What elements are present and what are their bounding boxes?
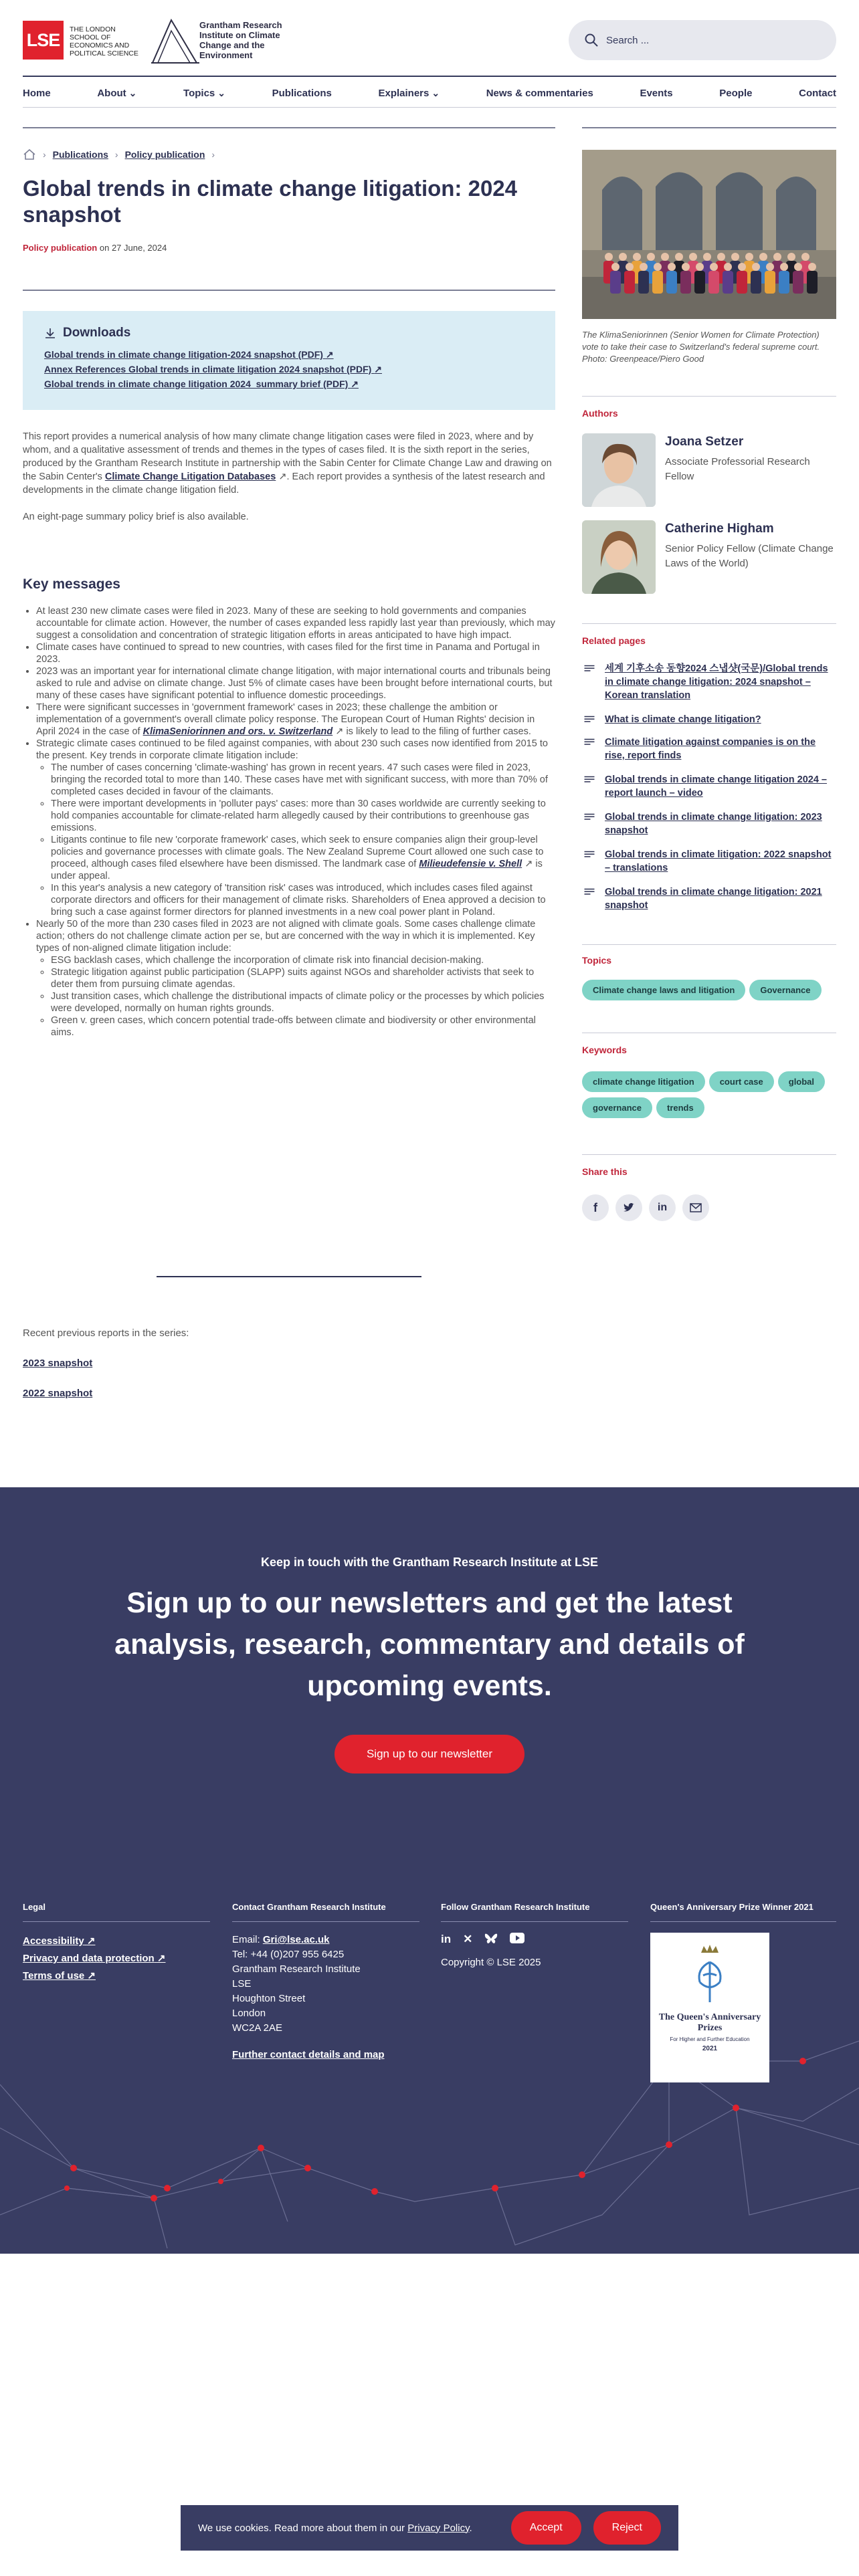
document-icon (582, 811, 597, 821)
chevron-down-icon: ⌄ (128, 87, 137, 98)
key-messages-heading: Key messages (23, 576, 120, 592)
related-page-link[interactable]: Global trends in climate change litigation 2024 – report launch – video (605, 774, 827, 798)
document-icon (582, 736, 597, 746)
author-card[interactable] (582, 520, 836, 594)
external-link-icon: ↗ (351, 379, 359, 389)
related-page-item (582, 662, 836, 702)
related-page-link[interactable]: Climate litigation against companies is on the rise, report finds (605, 737, 816, 761)
topics-rule (582, 944, 836, 945)
related-page-link[interactable]: What is climate change litigation? (605, 714, 761, 725)
section-divider (157, 1276, 421, 1277)
keyword-pill[interactable]: trends (656, 1097, 704, 1118)
list-item: ◦ ESG backlash cases, which challenge the incorporation of climate risk into financial decision-making. (51, 954, 555, 966)
footer-contact (232, 1902, 419, 2064)
address-line: Grantham Research Institute (232, 1963, 361, 1975)
site-header (0, 0, 859, 72)
list-item: • At least 230 new climate cases were filed in 2023. Many of these are seeking to hold governments and companies accountable for climate action. However, the number of cases expanded less rapidly last year than previously, which may suggest a consolidation and concentration of strategic litigation efforts in areas anticipated to have high impact. (36, 605, 555, 641)
cookie-banner (181, 2505, 678, 2551)
award-title: The Queen's Anniversary Prizes (658, 2012, 761, 2033)
downloads-title: Downloads (63, 326, 131, 340)
related-page-link[interactable]: 세계 기후소송 동향2024 스냅샷(국문)/Global trends in climate change litigation: 2024 snapshot – Korean translation (605, 663, 828, 701)
chevron-right-icon: › (211, 149, 215, 160)
home-icon[interactable] (23, 148, 36, 160)
facebook-share-button[interactable] (582, 1194, 609, 1221)
list-item: ◦ There were important developments in 'polluter pays' cases: more than 30 cases worldwide are currently seeking to hold companies accountable for climate-related harm allegedly caused by their contributions to greenhouse gas emissions. (51, 798, 555, 834)
footer-legal (23, 1902, 210, 1985)
list-item: ◦ In this year's analysis a new category of 'transition risk' cases was introduced, which includes cases filed against corporate directors and officers for their management of climate risks. Shareholders of Enea approved a decision to bring such a case against former directors for planned investments in a new coal power plant in Poland. (51, 882, 555, 918)
newsletter-title: Sign up to our newsletters and get the latest analysis, research, commentary and details of upcoming events. (114, 1587, 745, 1702)
external-link-icon: ↗ (335, 726, 344, 737)
share-buttons (582, 1194, 709, 1221)
chevron-right-icon: › (43, 149, 46, 160)
nav-item-label: Home (23, 87, 51, 99)
author-name[interactable]: Joana Setzer (665, 435, 744, 449)
nav-item-publications[interactable] (272, 88, 332, 99)
address-line: LSE (232, 1978, 252, 1990)
key-messages-list (23, 605, 555, 1039)
author-role: Associate Professorial Research Fellow (665, 456, 810, 482)
related-rule (582, 623, 836, 624)
address-line: Houghton Street (232, 1993, 306, 2004)
nav-item-about[interactable] (97, 88, 136, 99)
nav-item-contact[interactable] (799, 88, 836, 99)
nav-item-label: About (97, 87, 126, 99)
nav-item-label: Contact (799, 87, 836, 99)
document-icon (582, 848, 597, 859)
photo-caption: The KlimaSeniorinnen (Senior Women for Climate Protection) vote to take their case to Switzerland's federal supreme court. Photo: Greenpeace/Piero Good (582, 330, 820, 364)
publication-meta (23, 243, 167, 253)
intro-paragraph: This report provides a numerical analysis of how many climate change litigation cases were filed in 2023, where and by whom, and a qualitative assessment of trends and themes in the types of cases filed. It is the sixth report in the series, produced by the Grantham Research Institute in partnership with the Sabin Center for Climate Change Law and drawing on the Sabin Center's Climate Change Litigation Databases ↗. Each report provides a synthesis of the latest research and developments in the climate change litigation field. (23, 431, 552, 496)
institute-name: Grantham Research Institute on Climate Change and the Environment (199, 20, 282, 60)
list-item: ◦ Just transition cases, which challenge the distributional impacts of climate policy or the processes by which policies were developed, normally on human rights grounds. (51, 990, 555, 1014)
twitter-share-button[interactable] (615, 1194, 642, 1221)
email-link[interactable]: Gri@lse.ac.uk (262, 1934, 330, 1945)
external-link-icon: ↗ (157, 1953, 166, 1964)
footer-follow (441, 1902, 628, 1970)
publication-date: on 27 June, 2024 (99, 243, 167, 253)
related-page-item (582, 773, 836, 800)
nav-item-events[interactable] (640, 88, 672, 99)
related-page-item (582, 713, 836, 726)
newsletter-kicker: Keep in touch with the Grantham Research Institute at LSE (260, 1555, 599, 1569)
address-line: WC2A 2AE (232, 2022, 283, 2034)
lse-logo[interactable]: LSE (23, 21, 64, 60)
facebook-icon: f (593, 1200, 597, 1214)
downloads-heading (44, 326, 534, 340)
search-icon (585, 33, 598, 47)
nav-bottom-divider (23, 107, 836, 108)
list-item: • 2023 was an important year for international climate change litigation, with major international courts and tribunals being asked to rule and advise on climate change. Just 5% of climate cases have been brought before international courts, but many of these cases have significant potential to influence domestic proceedings. (36, 665, 555, 702)
chevron-down-icon: ⌄ (432, 87, 440, 98)
x-icon[interactable]: ✕ (463, 1933, 473, 1945)
search-input[interactable] (606, 35, 807, 46)
nav-item-home[interactable] (23, 88, 51, 99)
avatar (582, 433, 656, 507)
footer-heading: Follow Grantham Research Institute (441, 1902, 628, 1922)
footer-heading: Legal (23, 1902, 210, 1922)
contact-email: Email: Gri@lse.ac.uk (232, 1934, 330, 1945)
chevron-down-icon: ⌄ (217, 87, 225, 98)
list-item: • Nearly 50 of the more than 230 cases filed in 2023 are not aligned with climate goals. Some cases challenge climate action; others do not challenge climate action per se, but are concerned with the way in which it is implemented. Key types of non-aligned climate litigation include: ◦ ESG backlash cases, which challenge the incorporation of climate risk into financial decision-making. ◦ Strategic litigation against public participation (SLAPP) suits against NGOs and shareholder activists that seek to deter them from pursuing climate agendas. ◦ Just transition cases, which challenge the distributional impacts of climate policy or the processes by which policies were developed, normally on human rights grounds. ◦ Green v. green cases, which concern potential trade-offs between climate and biodiversity or other environmental aims. (36, 918, 555, 1039)
content-top-rule (23, 127, 555, 128)
klimaseniorinnen-link[interactable]: KlimaSeniorinnen and ors. v. Switzerland (142, 726, 333, 737)
contact-more-link[interactable]: Further contact details and map (232, 2049, 385, 2060)
award-badge (650, 1933, 769, 2082)
list-item: ◦ Strategic litigation against public participation (SLAPP) suits against NGOs and shareholder activists that seek to deter them from pursuing climate agendas. (51, 966, 555, 990)
external-link-icon: ↗ (374, 364, 382, 374)
nav-item-label: Explainers (378, 87, 430, 99)
download-link-annex[interactable]: Annex References Global trends in climate litigation 2024 snapshot (PDF) ↗ (44, 364, 382, 374)
list-item: • There were significant successes in 'government framework' cases in 2023; these challenge the ambition or implementation of a government's overall climate policy response. The European Court of Human Rights' decision in April 2024 in the case of KlimaSeniorinnen and ors. v. Switzerland ↗ is likely to lead to the filing of further cases. (36, 702, 555, 738)
external-link-icon: ↗ (325, 349, 334, 360)
twitter-icon (623, 1202, 635, 1213)
footer-award (650, 1902, 836, 2082)
accessibility-link[interactable]: Accessibility ↗ (23, 1935, 96, 1947)
intro-paragraph: An eight-page summary policy brief is also available. (23, 512, 249, 522)
award-subtitle: For Higher and Further Education (670, 2036, 750, 2042)
authors-rule (582, 396, 836, 397)
nav-divider (23, 76, 836, 77)
youtube-icon[interactable] (510, 1933, 524, 1943)
list-item: • Climate cases have continued to spread to new countries, with cases filed for the first time in Panama and Portugal in 2023. (36, 641, 555, 665)
databases-link[interactable]: Climate Change Litigation Databases (104, 471, 276, 482)
intro-text (23, 430, 555, 537)
topic-pill[interactable]: Climate change laws and litigation (582, 980, 745, 1000)
series-link-2023[interactable]: 2023 snapshot (23, 1358, 93, 1369)
privacy-policy-link[interactable]: Privacy Policy (407, 2522, 470, 2534)
share-heading: Share this (582, 1166, 628, 1177)
main-nav (23, 79, 836, 107)
related-page-link[interactable]: Global trends in climate change litigation: 2021 snapshot (605, 887, 822, 911)
footer-heading: Queen's Anniversary Prize Winner 2021 (650, 1902, 836, 1922)
nav-item-topics[interactable] (183, 88, 225, 99)
series-link-2022[interactable]: 2022 snapshot (23, 1388, 93, 1399)
breadcrumb (23, 148, 215, 160)
chevron-right-icon: › (114, 149, 118, 160)
related-page-item (582, 736, 836, 762)
author-name[interactable]: Catherine Higham (665, 522, 774, 536)
downloads-box (23, 311, 555, 410)
social-links (441, 1933, 628, 1946)
search-box[interactable] (569, 20, 836, 60)
nav-item-label: Publications (272, 87, 332, 99)
bluesky-icon[interactable] (484, 1933, 498, 1945)
nav-item-people[interactable] (719, 88, 752, 99)
newsletter-section (0, 1487, 859, 1840)
external-link-icon: ↗ (86, 1935, 96, 1947)
publication-type[interactable]: Policy publication (23, 243, 98, 253)
document-icon (582, 662, 597, 673)
address-line: London (232, 2008, 266, 2019)
keyword-pill[interactable]: court case (709, 1071, 774, 1092)
nav-item-news-commentaries[interactable] (486, 88, 593, 99)
external-link-icon: ↗ (278, 471, 287, 482)
mail-icon (690, 1203, 702, 1212)
list-item: ◦ Green v. green cases, which concern potential trade-offs between climate and biodiversity or other environmental aims. (51, 1014, 555, 1039)
nav-item-label: Events (640, 87, 673, 99)
newsletter-signup-button[interactable]: Sign up to our newsletter (335, 1735, 524, 1774)
document-icon (582, 773, 597, 784)
topics-heading: Topics (582, 955, 612, 966)
award-year: 2021 (702, 2045, 718, 2052)
site-footer (0, 1840, 859, 2254)
sidebar-top-rule (582, 127, 836, 128)
copyright: Copyright © LSE 2025 (441, 1957, 541, 1968)
nav-item-label: News & commentaries (486, 87, 593, 99)
keywords-list (582, 1071, 836, 1123)
avatar (582, 520, 656, 594)
keyword-pill[interactable]: global (778, 1071, 825, 1092)
list-item: ◦ The number of cases concerning 'climate-washing' has grown in recent years. 47 such cases were filed in 2023, bringing the recorded total to more than 140. These cases have met with significant success, with more than 70% of completed cases decided in favour of the claimants. (51, 762, 555, 798)
breadcrumb-publications[interactable]: Publications (52, 149, 108, 160)
series-label: Recent previous reports in the series: (23, 1327, 189, 1339)
cookie-message: We use cookies. Read more about them in our Privacy Policy. (198, 2522, 472, 2534)
related-page-item (582, 811, 836, 837)
related-page-link[interactable]: Global trends in climate litigation: 2022 snapshot – translations (605, 849, 832, 873)
lse-name: THE LONDON SCHOOL OF ECONOMICS AND POLITICAL SCIENCE (70, 25, 138, 58)
linkedin-icon[interactable]: in (441, 1933, 452, 1945)
document-icon (582, 885, 597, 896)
page-title: Global trends in climate change litigation: 2024 snapshot (23, 176, 518, 227)
download-link-summary[interactable]: Global trends in climate change litigation 2024_summary brief (PDF) ↗ (44, 379, 359, 389)
topic-pill[interactable]: Governance (749, 980, 821, 1000)
cookie-accept-button[interactable]: Accept (511, 2511, 581, 2545)
share-rule (582, 1154, 836, 1155)
contact-tel: Tel: +44 (0)207 955 6425 (232, 1949, 345, 1960)
author-card[interactable] (582, 433, 836, 507)
nav-item-label: Topics (183, 87, 215, 99)
footer-heading: Contact Grantham Research Institute (232, 1902, 419, 1922)
privacy-link[interactable]: Privacy and data protection ↗ (23, 1953, 166, 1964)
related-page-item (582, 848, 836, 875)
external-link-icon: ↗ (87, 1970, 96, 1981)
related-page-link[interactable]: Global trends in climate change litigation: 2023 snapshot (605, 812, 822, 836)
document-icon (582, 713, 597, 724)
nav-item-label: People (719, 87, 753, 99)
crown-icon (686, 1942, 733, 2009)
cookie-reject-button[interactable]: Reject (593, 2511, 661, 2545)
linkedin-icon: in (657, 1202, 668, 1213)
download-icon (44, 327, 56, 339)
breadcrumb-policy-publication[interactable]: Policy publication (124, 149, 205, 160)
keyword-pill[interactable]: governance (582, 1097, 652, 1118)
keywords-heading: Keywords (582, 1045, 627, 1055)
download-link-report[interactable]: Global trends in climate change litigation-2024 snapshot (PDF) ↗ (44, 349, 334, 360)
list-item: • Strategic climate cases continued to be filed against companies, with about 230 such cases now identified from 2015 to the present. Key trends in corporate climate litigation include: ◦ The number of cases concerning 'climate-washing' has grown in recent years. 47 such cases were filed in 2023, bringing the recorded total to more than 140. These cases have met with significant success, with more than 70% of completed cases decided in favour of the claimants. ◦ There were important developments in 'polluter pays' cases: more than 30 cases worldwide are currently seeking to hold companies accountable for climate-related harm allegedly caused by their contributions to greenhouse gas emissions. ◦ Litigants continue to file new 'corporate framework' cases, which seek to ensure companies align their group-level policies and governance processes with climate goals. The New Zealand Supreme Court allowed one such case to proceed, although cases filed elsewhere have been dismissed. The landmark case of Milieudefensie v. Shell ↗ is under appeal. ◦ In this year's analysis a new category of 'transition risk' cases was introduced, which includes cases filed against corporate directors and officers for their management of climate risks. Shareholders of Enea approved a decision to bring such a case against former directors for planned investments in a new coal power plant in Poland. (36, 738, 555, 918)
author-role: Senior Policy Fellow (Climate Change Laws of the World) (665, 543, 834, 569)
nav-item-explainers[interactable] (378, 88, 440, 99)
content-rule (23, 290, 555, 291)
related-page-item (582, 885, 836, 912)
list-item: ◦ Litigants continue to file new 'corporate framework' cases, which seek to ensure companies align their group-level policies and governance processes with climate goals. The New Zealand Supreme Court allowed one such case to proceed, although cases filed elsewhere have been dismissed. The landmark case of Milieudefensie v. Shell ↗ is under appeal. (51, 834, 555, 882)
related-heading: Related pages (582, 635, 646, 646)
terms-link[interactable]: Terms of use ↗ (23, 1970, 96, 1981)
topics-list (582, 980, 836, 1006)
authors-heading: Authors (582, 408, 618, 419)
milieudefensie-link[interactable]: Milieudefensie v. Shell (419, 859, 522, 869)
linkedin-share-button[interactable] (649, 1194, 676, 1221)
hero-photo (582, 150, 836, 319)
keyword-pill[interactable]: climate change litigation (582, 1071, 705, 1092)
email-share-button[interactable] (682, 1194, 709, 1221)
external-link-icon: ↗ (524, 859, 533, 869)
